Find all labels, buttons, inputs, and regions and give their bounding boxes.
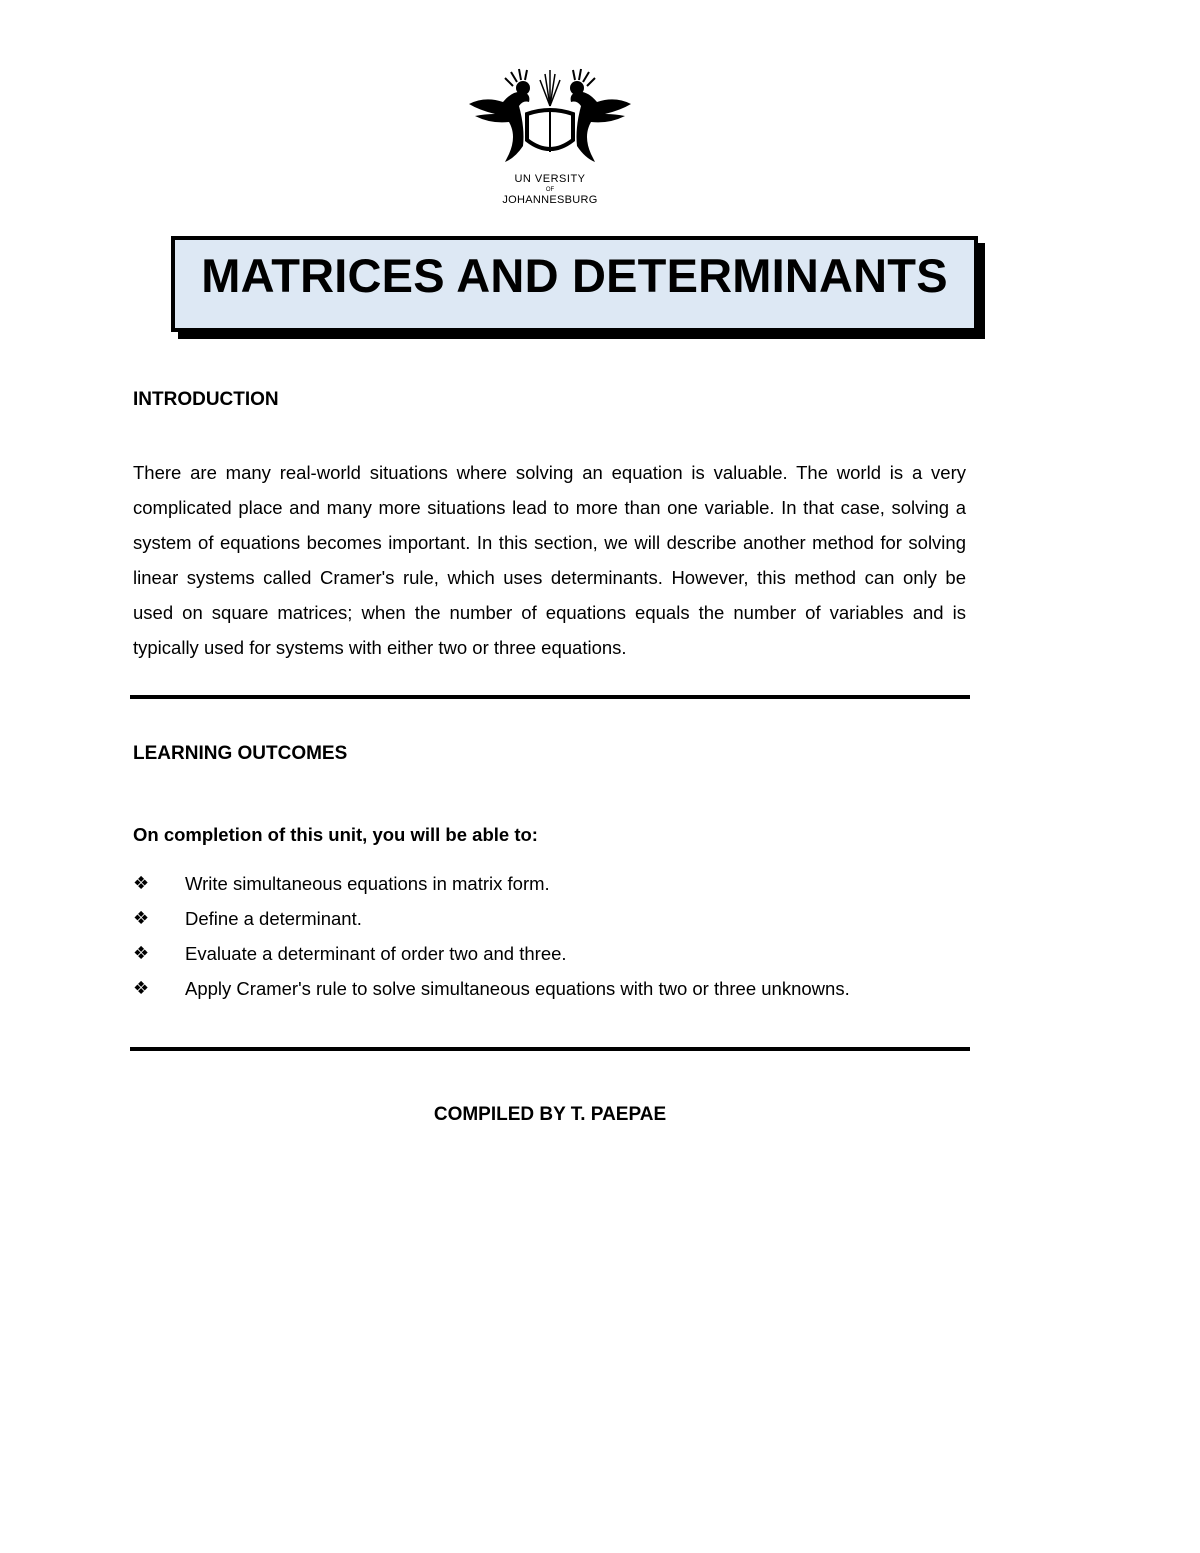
outcome-text: Write simultaneous equations in matrix form. [185,873,550,894]
list-item [133,936,973,971]
outcome-text: Evaluate a determinant of order two and three. [185,943,567,964]
logo-of-text: OF [545,187,555,193]
university-logo [465,66,635,211]
introduction-heading: INTRODUCTION [133,389,279,410]
diamond-bullet-icon: ❖ [133,873,150,893]
diamond-bullet-icon: ❖ [133,943,150,963]
outcome-text: Apply Cramer's rule to solve simultaneous equations with two or three unknowns. [185,978,850,999]
compiled-by: COMPILED BY T. PAEPAE [433,1104,667,1125]
list-item [133,866,973,901]
outcomes-list [133,866,973,1006]
introduction-paragraph: There are many real-world situations where solving an equation is valuable. The world is a very complicated place and many more situations lead to more than one variable. In that case, solving a system of equations becomes important. In this section, we will describe another method for solving linear systems called Cramer's rule, which uses determinants. However, this method can only be used on square matrices; when the number of equations equals the number of variables and is typically used for systems with either two or three equations. [133,462,966,658]
diamond-bullet-icon: ❖ [133,908,150,928]
logo-university-text: UN VERSITY [514,173,586,185]
section-divider [130,695,970,699]
outcome-text: Define a determinant. [185,908,362,929]
outcomes-lead-text: On completion of this unit, you will be able to: [133,824,538,845]
bird-crest-icon [465,66,635,171]
page-title: MATRICES AND DETERMINANTS [201,249,948,302]
list-item [133,971,973,1006]
learning-outcomes-heading: LEARNING OUTCOMES [133,743,348,764]
section-divider [130,1047,970,1051]
title-box [171,236,978,332]
logo-johannesburg-text: JOHANNESBURG [502,194,598,206]
list-item [133,901,973,936]
diamond-bullet-icon: ❖ [133,978,150,998]
